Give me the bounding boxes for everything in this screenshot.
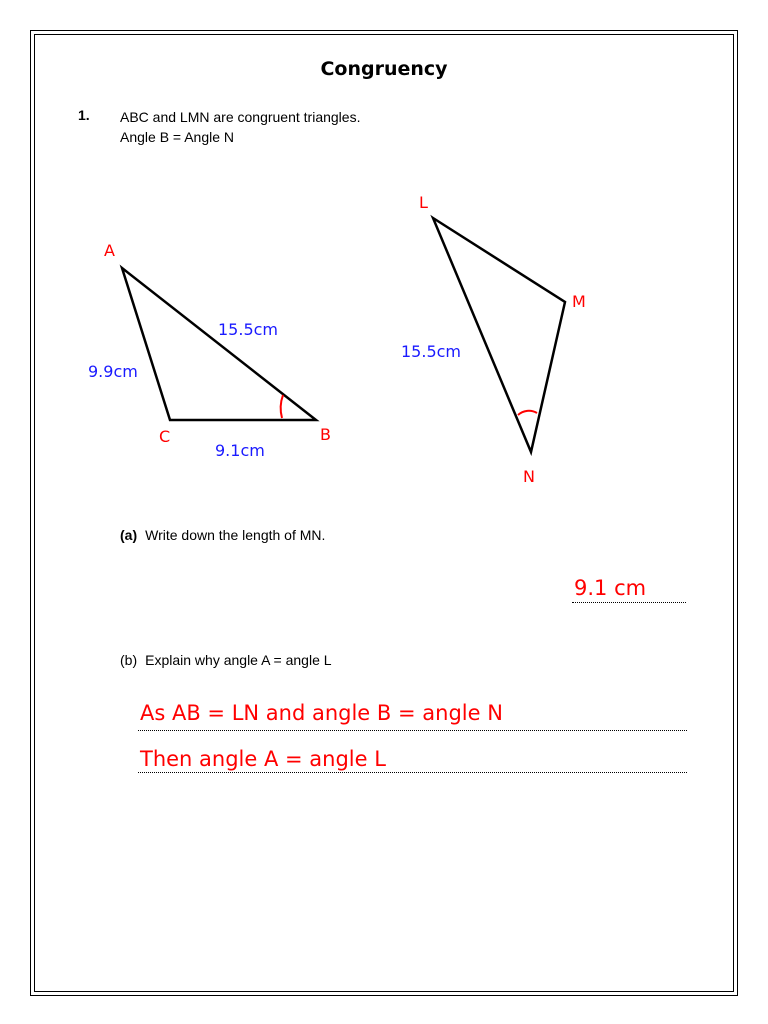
side-ab-label: 15.5cm [218, 320, 279, 339]
part-b-answer-rule-1 [138, 730, 687, 731]
side-ln-label: 15.5cm [401, 342, 462, 361]
part-b-label: (b) [120, 652, 138, 668]
part-b-answer-line-2: Then angle A = angle L [140, 747, 386, 771]
vertex-c-label: C [159, 427, 171, 446]
angle-b-arc [281, 395, 283, 418]
page-title: Congruency [320, 58, 448, 80]
triangle-abc [122, 268, 316, 420]
angle-n-arc [518, 411, 537, 415]
question-line-2: Angle B = Angle N [120, 129, 235, 145]
part-a-answer: 9.1 cm [574, 576, 647, 600]
triangle-lmn [433, 218, 565, 452]
vertex-l-label: L [419, 193, 428, 212]
part-a-prompt [120, 527, 325, 543]
part-a-label: (a) [120, 527, 138, 543]
part-b-answer-rule-2 [138, 772, 687, 773]
part-a-text: Write down the length of MN. [145, 527, 326, 543]
vertex-m-label: M [572, 292, 586, 311]
side-cb-label: 9.1cm [215, 441, 265, 460]
question-number: 1. [78, 107, 90, 123]
question-line-1: ABC and LMN are congruent triangles. [120, 109, 361, 125]
vertex-a-label: A [104, 241, 115, 260]
side-ac-label: 9.9cm [88, 362, 138, 381]
part-a-answer-line [572, 602, 686, 603]
part-b-prompt [120, 652, 332, 668]
part-b-text: Explain why angle A = angle L [145, 652, 332, 668]
vertex-b-label: B [320, 425, 331, 444]
part-b-answer-line-1: As AB = LN and angle B = angle N [140, 701, 503, 725]
vertex-n-label: N [523, 467, 535, 486]
